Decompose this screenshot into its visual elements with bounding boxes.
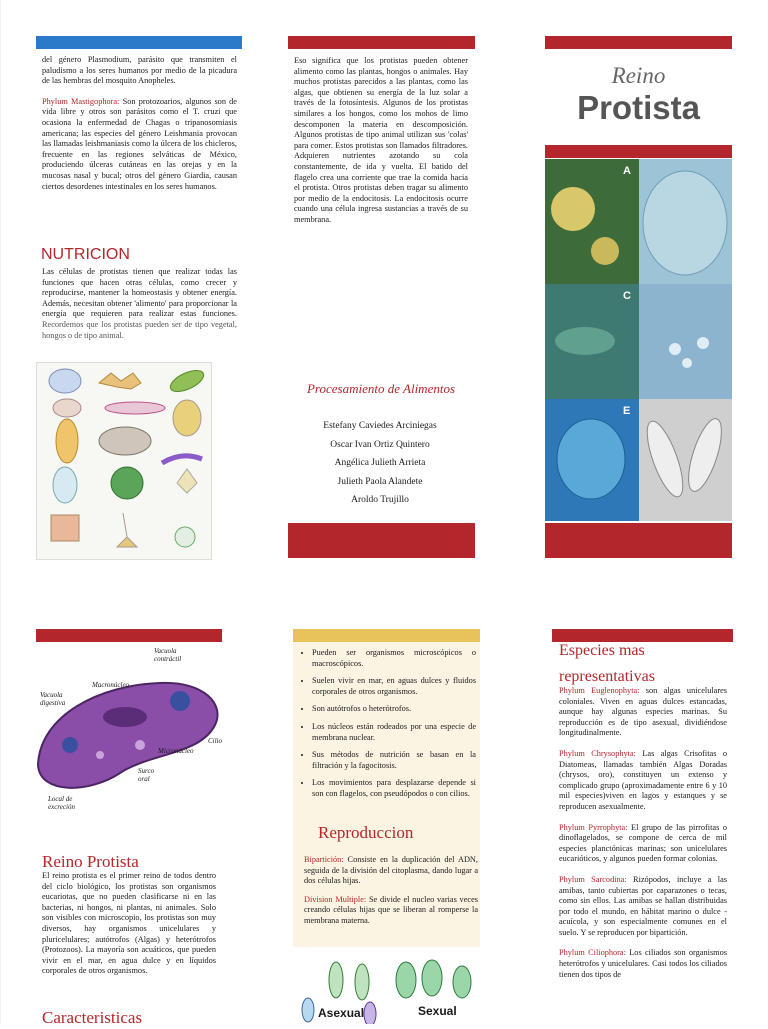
author-5: Aroldo Trujillo xyxy=(351,495,409,505)
author-2: Oscar Ivan Ortiz Quintero xyxy=(330,439,430,450)
nutricion-text-block xyxy=(42,267,237,341)
bottom-left-red-bar xyxy=(36,629,222,642)
cover-photo-collage xyxy=(545,159,732,521)
species-item xyxy=(559,686,727,739)
bullet-item: • Los núcleos están rodeados por una especie de membrana nuclear. xyxy=(312,722,476,743)
cover-bottom-red-block xyxy=(545,523,732,558)
species-label: Phylum Euglenophyta: xyxy=(559,686,640,695)
biparticion-paragraph xyxy=(304,855,478,887)
author-1: Estefany Caviedes Arciniegas xyxy=(323,421,437,431)
cover-title-protista: Protista xyxy=(577,89,700,126)
label-cilio: Cilio xyxy=(208,737,223,745)
paramecium-svg xyxy=(30,645,230,815)
reproduccion-text xyxy=(304,855,478,927)
reino-protista-text: El reino protista es el primer reino de todos dentro del ciclo biológico, los protistas son organismos eucariotas, que no pueden clasificarse ni en las bacterias, ni hongos, ni plantas, ni animales. Solo son visibles con microscopio, los protistas son muy diversos, hay organismos unicelulares y pluricelulares; autótrofos (Algas) y heterótrofos (Protozoos). La mayoría son acuáticos, que pueden vivir en el mar, en agua dulce y en líquidos corporales de otros organismos. xyxy=(42,871,216,976)
label-micronucleo: Micronúcleo xyxy=(158,747,194,755)
species-text: Los ciliados son organismos heterótrofos y unicelulares. Casi todos los ciliados tienen dos tipos de xyxy=(559,948,728,979)
species-text: son algas unicelulares coloniales. Viven en aguas dulces estancadas, aunque hay algunas especies marinas. Su reproducción es de tipo asexual, dividiéndose longitudinalmente. xyxy=(559,686,727,738)
collage-svg xyxy=(545,159,732,521)
biparticion-text: Consiste en la duplicación del ADN, seguida de la división del citoplasma, dando lugar a dos células hijas. xyxy=(304,855,478,886)
top-middle-text: Eso significa que los protistas pueden obtener alimento como las plantas, hongos o animales. Hay muchos protistas parecidos a las plantas, como las algas, que obtienen su energía de la luz solar a través de la fotosíntesis. Algunos de los protistas similares a los hongos, como los mohos de limo descomponen la materia en descomposición. Algunos protistas de tipo animal utilizan sus 'colas' para comer. Estos protistas son llamados filtradores. Adquieren nutrientes azotando su cola constantemente, de ida y vuelta. El batido del flagelo crea una corriente que trae la comida hacia el protista. Otros protistas deben tragar su alimento por medio de la endocitosis. La endocitosis ocurre cuando una célula ingresa sustancias a través de su membrana. xyxy=(294,56,468,224)
mastigophora-text: Son protozoarios, algunos son de vida libre y otros son parásitos como el T. cruzi que ocasiona la enfermedad de Chagas o tripanosomiasis americana; las especies del género Leishmania provocan las llamadas leishmaniasis como la úlcera de los chicleros, frecuente en las regiones selváticas de México, produciendo úlceras cutáneas en las orejas y en la mucosas nasal y bucal; otros del género Giardia, causan ciertos desordenes intestinales en los seres humanos. xyxy=(42,96,237,191)
top-left-blue-bar xyxy=(36,36,242,49)
asexual-label: Asexual xyxy=(318,1006,365,1020)
label-vacuola-contractil: Vacuola contráctil xyxy=(154,647,182,663)
species-item xyxy=(559,823,727,865)
nutricion-text: Las células de protistas tienen que realizar todas las funciones que hacen otras células, como crecer y reproducirse, mantener la homeostasis y obtener energía. Además, necesitan obtener 'alimento' para proporcionar la energía que requieren para realizar estas funciones. xyxy=(42,267,237,319)
species-label: Phylum Chrysophyta: xyxy=(559,748,636,758)
species-text: Las algas Crisofitas o Diatomeas, llamadas también Algas Doradas (chrysos, oro), constituyen un extenso y complicado grupo (aproximadamente entre 6 y 10 mil especies)viven en lagos y estanques y se reproducen asexualmente. xyxy=(559,748,727,811)
author-4: Julieth Paola Alandete xyxy=(337,476,423,487)
especies-heading: Especies mas representativas xyxy=(559,642,655,685)
nutricion-heading: NUTRICION xyxy=(41,246,130,263)
bottom-middle-yellow-bar xyxy=(293,629,480,642)
caracteristicas-list xyxy=(300,648,476,807)
top-middle-red-bar xyxy=(288,36,475,49)
authors-list xyxy=(290,417,470,510)
label-local-excrecion: Local de excreción xyxy=(48,795,75,811)
mastigophora-label: Phylum Mastigophora: xyxy=(42,96,120,106)
multiple-label: Division Multiple: xyxy=(304,894,367,904)
reproduccion-heading: Reproduccion xyxy=(318,823,414,842)
label-vacuola-digestiva: Vacuola digestiva xyxy=(40,691,66,707)
species-text: El grupo de las pirrofitas o dinoflagelados, se compone de cerca de mil especies planctónicas marinas; son unicelulares eucarióticos, y algunos pueden formar colonias. xyxy=(559,822,727,864)
caracteristicas-heading: Caracteristicas xyxy=(42,1008,143,1027)
top-middle-bottom-red-block xyxy=(288,523,475,558)
multiple-text: Se divide el nucleo varias veces creando células hijas que se liberan al romperse la membrana materna. xyxy=(304,894,478,925)
species-item xyxy=(559,948,727,980)
protist-drawings-svg xyxy=(37,363,211,559)
cover-title-reino: Reino xyxy=(611,63,666,88)
species-label: Phylum Ciliophora: xyxy=(559,948,626,958)
reproduction-diagram xyxy=(296,952,478,1024)
top-left-intro xyxy=(42,55,237,192)
label-macronucleo: Macronúcleo xyxy=(92,681,130,689)
species-text: Rizópodos, incluye a las amibas, tanto cubiertas por caparazones o tecas, como sin ellos. Las amibas se hallan distribuidas por todo el mundo, en hábitat marino o dulce - acuícola, y son especialmente comunes en el suelo. Y se reproducen por bipartición. xyxy=(559,874,728,937)
species-label: Phylum Pyrrophyta: xyxy=(559,822,628,832)
nutricion-text-2: Recordemos que los protistas pueden ser de tipo vegetal, hongos o de tipo animal. xyxy=(42,319,237,340)
author-3: Angélica Julieth Arrieta xyxy=(334,458,426,468)
label-surco-oral: Surco oral xyxy=(138,767,155,783)
especies-list xyxy=(559,686,727,980)
protist-drawings-image xyxy=(36,362,212,560)
bullet-item: • Pueden ser organismos microscópicos o macroscópicos. xyxy=(312,648,476,669)
multiple-paragraph xyxy=(304,895,478,927)
species-label: Phylum Sarcodina: xyxy=(559,874,627,884)
bullet-item: • Son autótrofos o heterótrofos. xyxy=(312,704,476,715)
bullet-item: • Sus métodos de nutrición se basan en la filtración y la fagocitosis. xyxy=(312,750,476,771)
mastigophora-paragraph xyxy=(42,97,237,192)
photo-label-c: C xyxy=(623,290,631,302)
plasmodium-text: del género Plasmodium, parásito que transmiten el paludismo a los seres humanos por medio de la picadura de las hembras del mosquito Anopheles. xyxy=(42,55,237,86)
paramecium-diagram xyxy=(30,645,230,815)
cover-mid-red-bar xyxy=(545,145,732,158)
reino-protista-heading: Reino Protista xyxy=(42,852,139,871)
cover-top-red-bar xyxy=(545,36,732,49)
photo-label-a: A xyxy=(623,165,631,177)
species-item xyxy=(559,749,727,813)
bullet-item: • Suelen vivir en mar, en aguas dulces y fluidos corporales de otros organismos. xyxy=(312,676,476,697)
photo-label-e: E xyxy=(623,405,631,417)
biparticion-label: Bipartición: xyxy=(304,855,344,864)
bullet-item: • Los movimientos para desplazarse depende si son con flagelos, con pseudópodos o con cilios. xyxy=(312,778,476,799)
procesamiento-subtitle: Procesamiento de Alimentos xyxy=(306,381,456,396)
species-item xyxy=(559,875,727,939)
sexual-label: Sexual xyxy=(418,1004,457,1018)
